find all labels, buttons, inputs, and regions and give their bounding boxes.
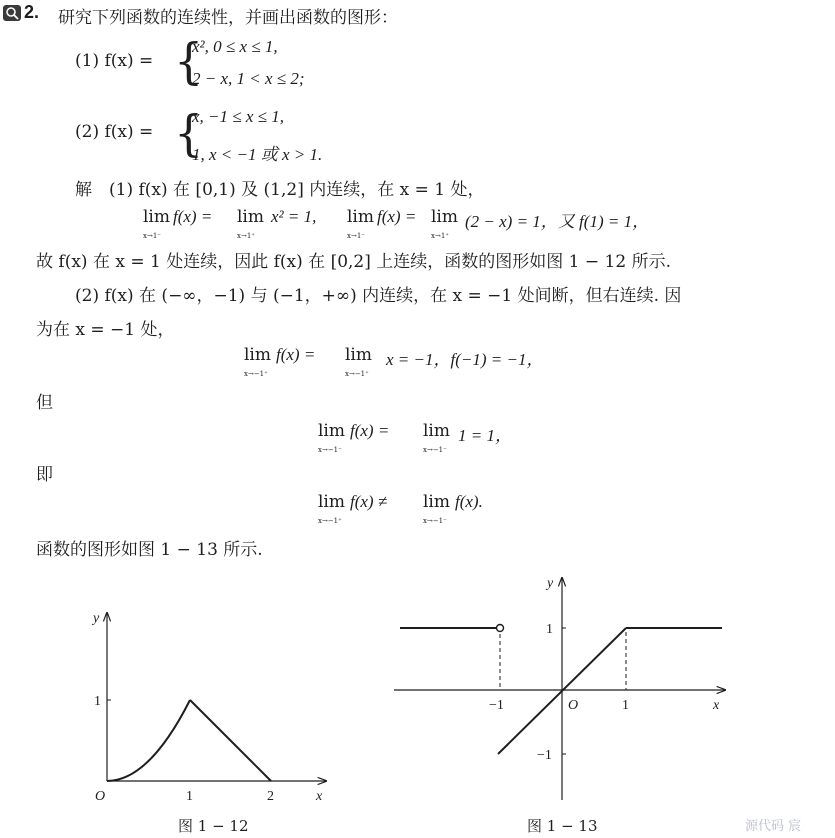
fig13-caption: 图 1 − 13 <box>527 817 598 835</box>
solution-line4: 为在 x = −1 处， <box>36 320 175 340</box>
problem-number: 2. <box>24 2 40 22</box>
fig13-x-tick-label-neg1: −1 <box>489 698 504 713</box>
fig12-y-tick-label-1: 1 <box>94 694 101 709</box>
eq1-lim4: lim x→1⁺ <box>431 207 458 240</box>
solution-line5: 函数的图形如图 1 − 13 所示. <box>36 540 263 560</box>
fig13-x-tick-label-1: 1 <box>622 698 629 713</box>
fig13-x-label: x <box>713 698 720 713</box>
fig13-open-circle <box>497 625 504 632</box>
eq2-term1: f(x) = <box>276 345 316 364</box>
part2-brace: { <box>174 104 204 162</box>
eq3-lim2: lim x→−1⁻ <box>423 421 450 454</box>
eq2-lim1: lim x→−1⁺ <box>244 345 271 378</box>
eq1-term2: x² = 1, <box>271 207 317 226</box>
eq4-lim1: lim x→−1⁺ <box>318 492 345 525</box>
ji-label: 即 <box>36 465 53 485</box>
eq1-term1: f(x) = <box>173 207 213 226</box>
eq2-term2: x = −1，f(−1) = −1， <box>386 350 544 369</box>
part2-label: (2) f(x) = <box>75 122 154 142</box>
part1-case1: x², 0 ≤ x ≤ 1, <box>192 37 278 56</box>
fig12-x-label: x <box>316 789 323 804</box>
but-label: 但 <box>36 393 53 413</box>
solution-line3: (2) f(x) 在 (−∞，−1) 与 (−1，+∞) 内连续，在 x = −1 处间断，但右连续. 因 <box>75 286 682 306</box>
eq1-lim2: lim x→1⁺ <box>237 207 264 240</box>
watermark: 源代码 宸 <box>745 819 802 834</box>
eq3-term2: 1 = 1， <box>458 426 512 445</box>
eq4-lim2: lim x→−1⁻ <box>423 492 450 525</box>
eq2-lim2: lim x→−1⁺ <box>345 345 372 378</box>
eq3-lim1: lim x→−1⁻ <box>318 421 345 454</box>
fig12-x-tick-label-2: 2 <box>267 789 274 804</box>
problem-title: 研究下列函数的连续性，并画出函数的图形： <box>58 8 398 28</box>
part2-case1: x, −1 ≤ x ≤ 1, <box>192 107 284 126</box>
fig12-line-2-minus-x <box>190 700 271 781</box>
fig12-origin: O <box>95 789 106 804</box>
eq1-lim3: lim x→1⁻ <box>347 207 374 240</box>
part1-label: (1) f(x) = <box>75 51 154 71</box>
fig13-y-tick-label-neg1: −1 <box>537 748 552 763</box>
part1-brace: { <box>174 32 204 90</box>
solution-line1: 解 (1) f(x) 在 [0,1) 及 (1,2] 内连续，在 x = 1 处， <box>75 180 485 200</box>
part1-case2: 2 − x, 1 < x ≤ 2; <box>192 69 305 88</box>
fig13-origin: O <box>568 698 579 713</box>
fig13-y-label: y <box>547 576 554 591</box>
eq4-term2: f(x). <box>455 492 483 511</box>
fig12-x-tick-label-1: 1 <box>186 789 193 804</box>
fig12-curve-x-squared <box>107 700 190 781</box>
fig13-y-tick-label-1: 1 <box>546 622 553 637</box>
eq4-term1: f(x) ≠ <box>350 492 388 511</box>
eq1-term3: f(x) = <box>377 207 417 226</box>
eq1-lim1: lim x→1⁻ <box>143 207 170 240</box>
part2-case2: 1, x < −1 或 x > 1. <box>192 145 323 164</box>
solution-line2: 故 f(x) 在 x = 1 处连续，因此 f(x) 在 [0,2] 上连续，函数的图形如图 1 − 12 所示. <box>36 252 671 272</box>
eq3-term1: f(x) = <box>350 421 390 440</box>
fig12-caption: 图 1 − 12 <box>178 817 249 835</box>
eq1-term4: (2 − x) = 1，又 f(1) = 1， <box>465 212 650 231</box>
fig12-y-label: y <box>93 611 100 626</box>
